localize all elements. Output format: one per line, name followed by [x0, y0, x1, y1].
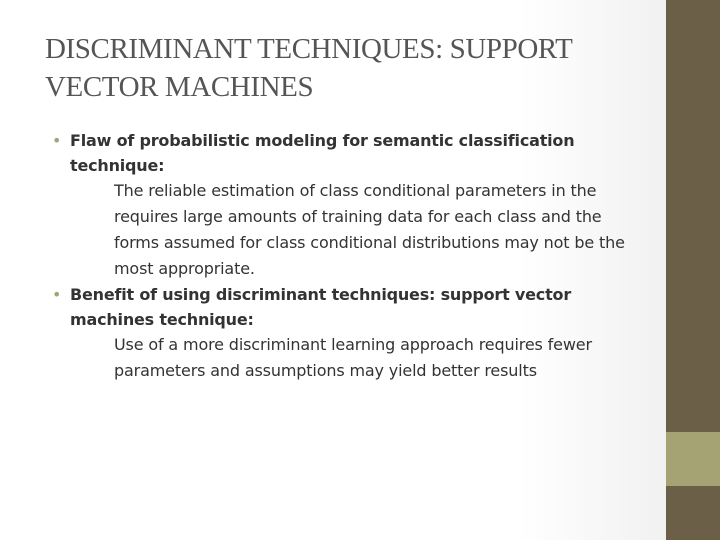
slide-title: DISCRIMINANT TECHNIQUES: SUPPORT VECTOR MACHINES	[45, 33, 573, 103]
sidebar-dark-bottom-block	[666, 486, 720, 540]
sidebar-decoration	[666, 0, 720, 540]
bullet-detail: Use of a more discriminant learning approach requires fewer parameters and assumptions may yield better results	[114, 335, 592, 380]
bullet-detail: The reliable estimation of class conditional parameters in the requires large amounts of training data for each class and the forms assumed for class conditional distributions may not be the most appropriate.	[114, 181, 625, 278]
sidebar-accent-block	[666, 432, 720, 486]
bullet-heading: Flaw of probabilistic modeling for semantic classification technique:	[70, 131, 575, 175]
bullet-item-flaw	[52, 128, 652, 178]
bullet-item-benefit	[52, 282, 652, 332]
bullet-heading: Benefit of using discriminant techniques: support vector machines technique:	[70, 285, 572, 329]
sidebar-dark-block	[666, 0, 720, 432]
bullet-dot-icon: •	[52, 131, 62, 150]
slide-content	[52, 128, 652, 384]
bullet-dot-icon: •	[52, 285, 62, 304]
